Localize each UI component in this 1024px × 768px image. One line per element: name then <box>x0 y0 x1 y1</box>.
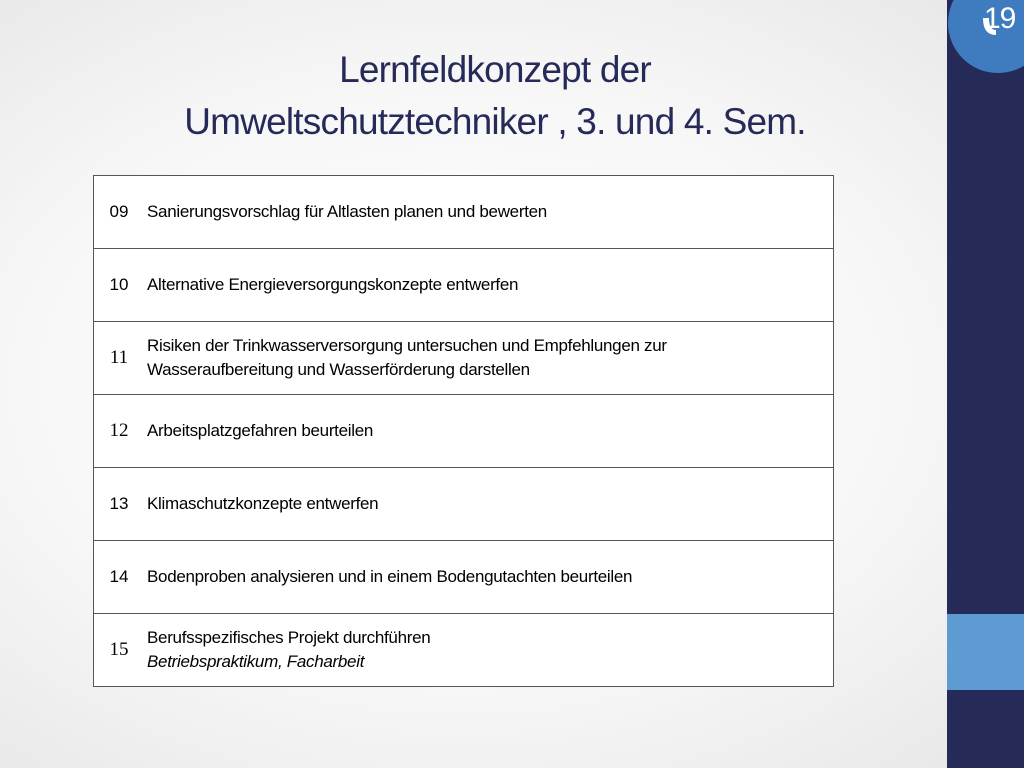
title-line-2: Umweltschutztechniker , 3. und 4. Sem. <box>184 101 806 142</box>
table-row <box>94 468 834 541</box>
learning-fields-table <box>93 175 834 687</box>
row-text <box>144 249 834 322</box>
row-text-line: Arbeitsplatzgefahren beurteilen <box>147 421 374 440</box>
row-number: 10 <box>94 249 145 322</box>
row-text-line-2: Betriebspraktikum, Facharbeit <box>147 652 365 671</box>
row-text-line: Risiken der Trinkwasserversorgung untersuchen und Empfehlungen zur <box>147 336 667 355</box>
row-text <box>144 541 834 614</box>
sidebar-accent-block <box>947 614 1024 690</box>
row-text-line-2: Wasseraufbereitung und Wasserförderung darstellen <box>147 360 530 379</box>
row-number: 09 <box>94 176 145 249</box>
row-number: 12 <box>94 395 145 468</box>
table-row <box>94 176 834 249</box>
row-text <box>144 614 834 687</box>
table-row <box>94 322 834 395</box>
page-number: 19 <box>984 2 1016 35</box>
row-text-line: Alternative Energieversorgungskonzepte entwerfen <box>147 275 519 294</box>
row-number: 13 <box>94 468 145 541</box>
row-text <box>144 176 834 249</box>
slide-title <box>100 44 890 148</box>
row-text <box>144 468 834 541</box>
row-number: 11 <box>94 322 145 395</box>
row-text-line: Berufsspezifisches Projekt durchführen <box>147 628 431 647</box>
row-text <box>144 322 834 395</box>
title-line-1: Lernfeldkonzept der <box>339 49 651 90</box>
table-row <box>94 249 834 322</box>
row-text-line: Klimaschutzkonzepte entwerfen <box>147 494 379 513</box>
row-number: 15 <box>94 614 145 687</box>
row-number: 14 <box>94 541 145 614</box>
row-text <box>144 395 834 468</box>
table-row <box>94 614 834 687</box>
table-row <box>94 541 834 614</box>
row-text-line: Sanierungsvorschlag für Altlasten planen und bewerten <box>147 202 547 221</box>
row-text-line: Bodenproben analysieren und in einem Bodengutachten beurteilen <box>147 567 633 586</box>
table-row <box>94 395 834 468</box>
